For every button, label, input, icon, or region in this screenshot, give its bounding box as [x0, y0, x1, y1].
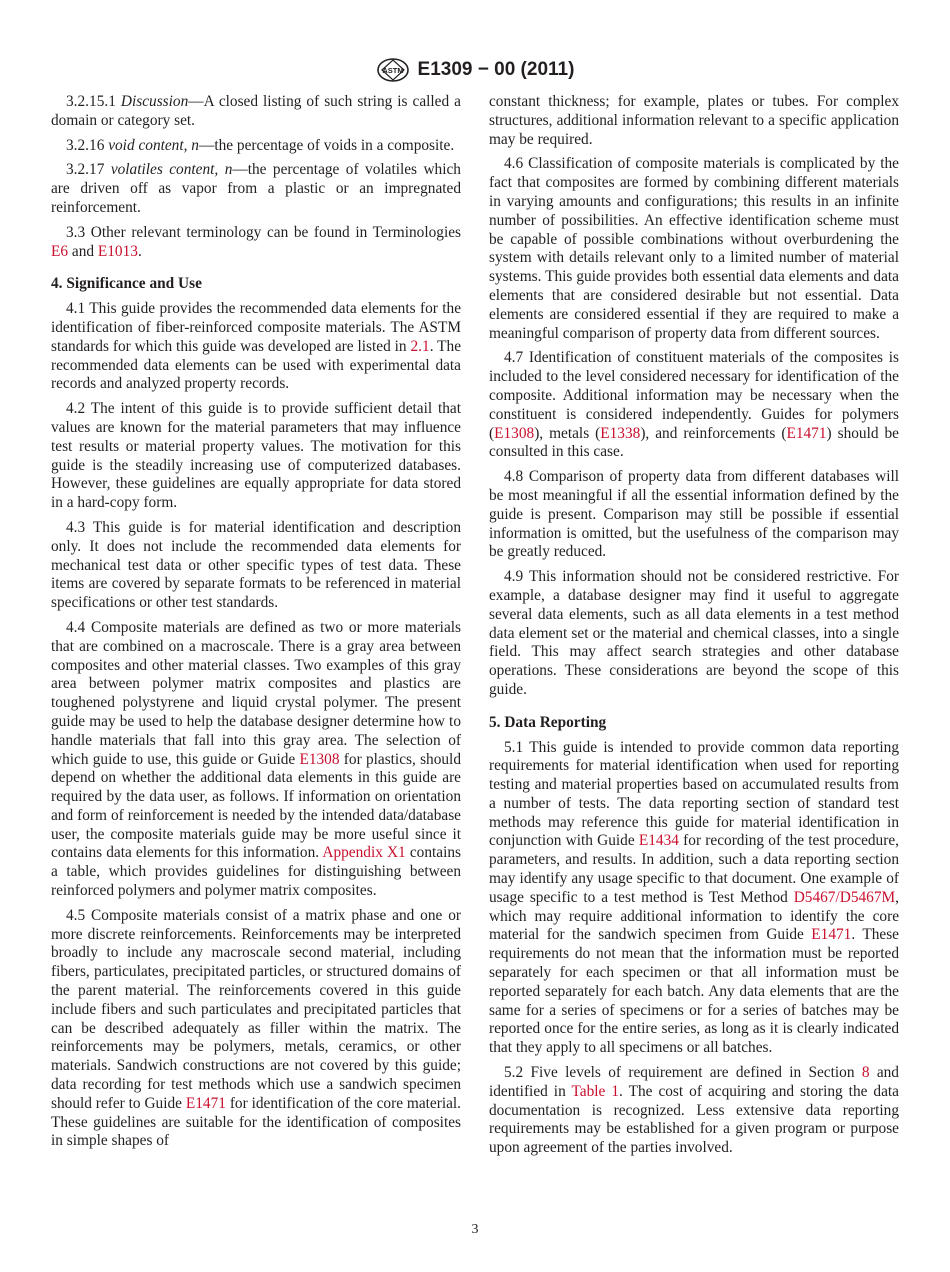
section-5-heading: 5. Data Reporting: [489, 713, 607, 731]
document-designation: E1309 − 00 (2011): [417, 59, 575, 80]
ref-link-e1308[interactable]: E1308: [299, 750, 340, 768]
paragraph-3-2-17: 3.2.17 volatiles content, n—the percentage of volatiles which are driven off as vapor from a plastic or an impregnated reinforcement.: [51, 161, 461, 216]
ref-link-2-1[interactable]: 2.1: [410, 337, 430, 355]
ref-link-e1013[interactable]: E1013: [97, 242, 138, 260]
ref-link-e1434[interactable]: E1434: [638, 832, 679, 850]
left-column: [51, 93, 461, 1157]
paragraph-4-1: 4.1 This guide provides the recommended data elements for the identification of fiber-reinforced composite materials. The ASTM standards for which this guide was developed are listed in 2.1. The recommended data elements can be used with experimental data records and analyzed property records.: [51, 300, 462, 393]
paragraph-4-7: 4.7 Identification of constituent materials of the composites is included to the level considered necessary for identification of the composite. Additional information may be necessary when the constituent is considered independently. Guides for polymers (E1308), metals (E1338), and reinforcements (E1471) should be consulted in this case.: [489, 349, 899, 461]
ref-link-table-1[interactable]: Table 1: [571, 1082, 620, 1100]
paragraph-3-2-15-1: 3.2.15.1 Discussion—A closed listing of such string is called a domain or category set.: [51, 93, 461, 129]
paragraph-4-8: 4.8 Comparison of property data from different databases will be most meaningful if all the essential information defined by the guide is present. Comparison may still be possible if essential information is omitted, but the usefulness of the comparison may be greatly reduced.: [489, 468, 899, 561]
paragraph-5-2: 5.2 Five levels of requirement are defined in Section 8 and identified in Table 1. The cost of acquiring and storing the data documentation is recognized. Less extensive data reporting requirements may be established for a given program or purpose upon agreement of the parties involved.: [489, 1064, 899, 1157]
ref-link-e1471[interactable]: E1471: [811, 926, 852, 944]
svg-text:ASTM: ASTM: [381, 66, 404, 75]
astm-logo-icon: [376, 57, 410, 83]
paragraph-4-5-continued: constant thickness; for example, plates or tubes. For complex structures, additional information relevant to a specific application may be required.: [489, 93, 899, 148]
right-column: [489, 93, 899, 1164]
page-number: 3: [471, 1222, 479, 1237]
ref-link-e1308[interactable]: E1308: [494, 424, 535, 442]
ref-link-d5467[interactable]: D5467/D5467M: [793, 888, 896, 906]
paragraph-4-6: 4.6 Classification of composite materials is complicated by the fact that composites are formed by combining different materials in varying amounts and configurations; this results in an infinite number of possibilities. An effective identification scheme must be capable of possible combinations without overburdening the system with details relevant only to a limited number of material systems. This guide provides both essential data elements and data elements that are considered desirable but not essential. Data elements are considered essential if they are required to make a meaningful comparison of property data from different sources.: [489, 155, 899, 342]
ref-link-section-8[interactable]: 8: [861, 1064, 870, 1082]
ref-link-appendix-x1[interactable]: Appendix X1: [322, 844, 406, 862]
paragraph-3-3: 3.3 Other relevant terminology can be found in Terminologies E6 and E1013.: [51, 223, 461, 260]
paragraph-4-5: 4.5 Composite materials consist of a matrix phase and one or more discrete reinforcements. Reinforcements may be interpreted broadly to include any macroscale second material, including fibers, particulates, precipitated particles, or structured domains of the parent material. The reinforcements covered in this guide include fibers and such particulates and precipitated particles that can be described adequately as filler within the matrix. The reinforcements may be polymers, metals, ceramics, or other materials. Sandwich constructions are not covered by this guide; data recording for test methods which use a sandwich specimen should refer to Guide E1471 for identification of the core material. These guidelines are suitable for the identification of composites in simple shapes of: [51, 906, 461, 1150]
ref-link-e6[interactable]: E6: [51, 242, 69, 260]
paragraph-4-4: 4.4 Composite materials are defined as two or more materials that are combined on a macroscale. There is a gray area between composites and other material classes. Two examples of this gray area between polymer matrix composites and plastics are toughened polystyrene and liquid crystal polymer. The present guide may be used to help the database designer determine how to handle materials that fall into this gray area. The selection of which guide to use, this guide or Guide E1308 for plastics, should depend on whether the additional data elements in this guide are required by the data user, as follows. If information on orientation and form of reinforcement is needed by the intended data/database user, the composite materials guide may be more useful since it contains data elements for this information. Appendix X1 contains a table, which provides guidelines for distinguishing between reinforced polymers and polymer matrix composites.: [51, 618, 461, 900]
page-header: [0, 56, 950, 84]
ref-link-e1338[interactable]: E1338: [600, 424, 641, 442]
ref-link-e1471[interactable]: E1471: [786, 424, 827, 442]
paragraph-3-2-16: 3.2.16 void content, n—the percentage of voids in a composite.: [66, 136, 455, 154]
paragraph-4-3: 4.3 This guide is for material identification and description only. It does not include the recommended data elements for mechanical test data or other specific types of test data. These items are covered by separate formats to be referenced in material specifications or other test standards.: [51, 518, 461, 612]
section-4-heading: 4. Significance and Use: [51, 275, 202, 293]
paragraph-4-9: 4.9 This information should not be considered restrictive. For example, a database designer may find it useful to aggregate several data elements, such as all data elements in a test method data element set or the material and chemical classes, into a single field. This may affect search strategies and other database operations. These considerations are beyond the scope of this guide.: [489, 568, 899, 698]
paragraph-4-2: 4.2 The intent of this guide is to provide sufficient detail that values are known for the material parameters that may influence test results or material property values. The motivation for this guide is the steadily increasing use of computerized databases. However, these guidelines are equally appropriate for data stored in a hard-copy form.: [51, 400, 461, 512]
ref-link-e1471[interactable]: E1471: [185, 1094, 226, 1112]
paragraph-5-1: 5.1 This guide is intended to provide common data reporting requirements for material identification when used for reporting testing and material properties based on accumulated results from a number of tests. The data reporting section of standard test methods may reference this guide for material identification in conjunction with Guide E1434 for recording of the test procedure, parameters, and results. In addition, such a data reporting section may identify any usage specific to that document. One example of usage specific to a test method is Test Method D5467/D5467M, which may require additional information to identify the core material for the sandwich specimen from Guide E1471. These requirements do not mean that the information must be reported separately for each specimen or that all information must be reported separately for each batch. Any data elements that are the same for a series of specimens or for a series of batches may be reported once for the entire series, as long as it is clearly indicated that they apply to all specimens or all batches.: [489, 738, 899, 1057]
